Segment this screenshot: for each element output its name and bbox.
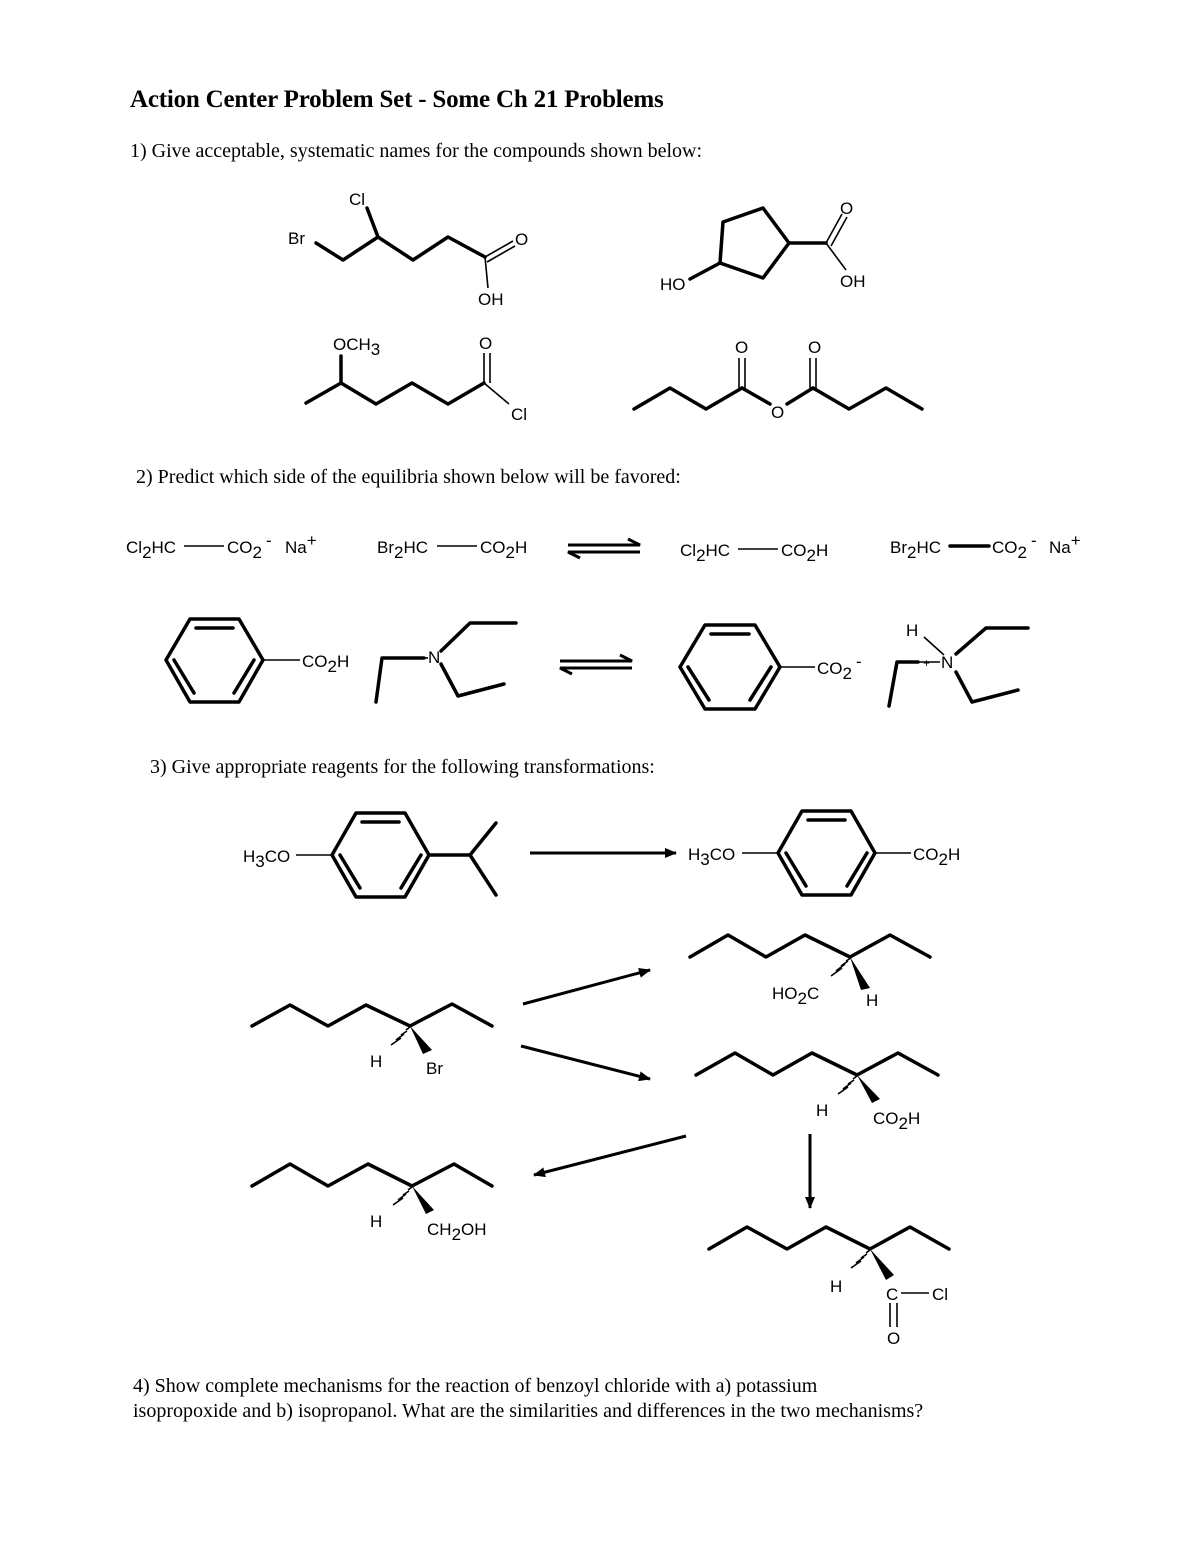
label-br: Br — [288, 229, 305, 248]
label-cl2hc: Cl2HC — [126, 538, 177, 562]
label-o: O — [515, 230, 529, 249]
label-co2h: CO2H — [781, 541, 829, 565]
question-1: 1) Give acceptable, systematic names for the compounds shown below: — [130, 140, 703, 162]
label-na-plus: Na+ — [285, 531, 317, 557]
q3-starting-alkyl-bromide — [252, 1004, 492, 1078]
q1-compound-hydroxycyclopentanecarboxylic-acid — [660, 199, 866, 294]
label-cl: Cl — [932, 1285, 949, 1304]
label-h: H — [370, 1052, 383, 1071]
arrow-to-acid-inverted — [523, 970, 650, 1004]
q3-product-acid-inverted — [690, 935, 930, 1010]
label-h: H — [906, 621, 919, 640]
q2-equilibrium-2 — [166, 619, 1028, 709]
label-h: H — [816, 1101, 829, 1120]
label-co2-minus: CO2- — [992, 531, 1037, 562]
label-h: H — [370, 1212, 383, 1231]
label-co2h: CO2H — [480, 538, 528, 562]
arrow-to-acid-retained — [521, 1046, 650, 1079]
arrow-to-alcohol — [534, 1136, 686, 1175]
label-plus: + — [923, 656, 931, 670]
label-oh: OH — [840, 272, 866, 291]
label-o: O — [479, 334, 493, 353]
label-o-ester: O — [771, 403, 785, 422]
label-n: N — [941, 653, 954, 672]
label-och3-base: OCH — [333, 335, 371, 354]
q2-equilibrium-1 — [126, 531, 1081, 565]
label-br: Br — [426, 1059, 443, 1078]
label-h: H — [866, 991, 879, 1010]
label-ho2c: HO2C — [772, 984, 820, 1008]
label-br2hc: Br2HC — [890, 538, 942, 562]
label-oh: OH — [478, 290, 504, 309]
label-o: O — [808, 338, 822, 357]
label-cl: Cl — [511, 405, 528, 424]
q3-product-alcohol — [252, 1164, 492, 1244]
label-och3-sub: 3 — [370, 340, 381, 359]
question-4-line-1: 4) Show complete mechanisms for the reaction of benzoyl chloride with a) potassium — [133, 1375, 818, 1397]
label-c: C — [886, 1285, 899, 1304]
q3-product-acid-retained — [696, 1053, 938, 1133]
label-na-plus: Na+ — [1049, 531, 1081, 557]
label-n: N — [428, 648, 441, 667]
label-ch2oh: CH2OH — [427, 1220, 487, 1244]
q1-compound-methoxyhexanoyl-chloride — [306, 334, 527, 424]
label-h: H — [830, 1277, 843, 1296]
label-ho: HO — [660, 275, 686, 294]
label-o: O — [840, 199, 854, 218]
label-o: O — [887, 1329, 901, 1348]
question-4-line-2: isopropoxide and b) isopropanol. What are the similarities and differences in the two mechanisms? — [133, 1400, 924, 1422]
label-cl2hc: Cl2HC — [680, 541, 731, 565]
label-cl: Cl — [349, 190, 366, 209]
q3-transformation-oxidation — [243, 811, 960, 897]
q1-compound-butanoic-anhydride — [634, 338, 922, 422]
q3-product-acid-chloride — [709, 1227, 949, 1348]
label-h3co: H3CO — [688, 845, 736, 869]
label-co2-minus: CO2- — [227, 531, 272, 562]
question-2: 2) Predict which side of the equilibria shown below will be favored: — [136, 466, 681, 488]
page-title: Action Center Problem Set - Some Ch 21 Problems — [130, 86, 664, 113]
label-h3co: H3CO — [243, 847, 291, 871]
label-co2h: CO2H — [302, 652, 350, 676]
label-o: O — [735, 338, 749, 357]
q1-compound-bromochloropentanoic-acid — [288, 190, 528, 309]
label-co2h: CO2H — [873, 1109, 921, 1133]
label-br2hc: Br2HC — [377, 538, 429, 562]
question-3: 3) Give appropriate reagents for the following transformations: — [150, 756, 655, 778]
label-co2-minus: CO2- — [817, 652, 862, 683]
label-co2h: CO2H — [913, 845, 961, 869]
